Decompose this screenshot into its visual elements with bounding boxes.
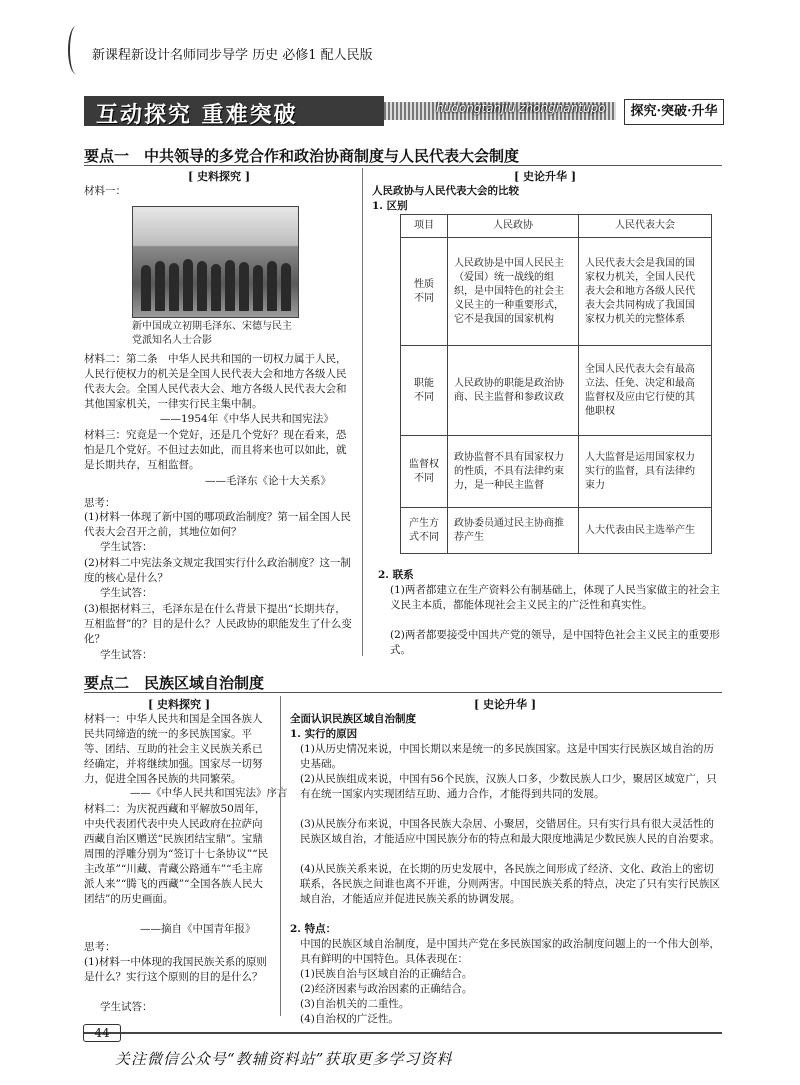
- table-cell: 监督权 不同: [401, 436, 448, 508]
- p1-a3[interactable]: 学生试答：: [100, 649, 153, 661]
- p1-link1: (1)两者都建立在生产资料公有制基础上，体现了人民当家做主的社会主义民主本质，都能体现社会主义民主的广泛性和真实性。: [390, 584, 720, 611]
- table-header-cell: 项目: [401, 215, 448, 238]
- table-cell: 人民政协是中国人民民主（爱国）统一战线的组织，是中国特色的社会主义民主的一种重要形式，它不是我国的国家机构: [448, 238, 579, 346]
- p2-f3: (3)自治机关的二重性。: [300, 998, 410, 1010]
- point1-right-label: [ 史论升华 ]: [513, 170, 577, 183]
- p1-diff: 1. 区别: [372, 200, 408, 212]
- table-cell: 人大代表由民主选举产生: [579, 508, 712, 554]
- point1-title: 要点一 中共领导的多党合作和政治协商制度与人民代表大会制度: [84, 147, 520, 165]
- p1-cmp-title: 人民政协与人民代表大会的比较: [372, 185, 519, 197]
- p1-link: 2. 联系: [378, 569, 414, 581]
- table-row: [401, 346, 712, 436]
- p2-source1: ——《中华人民共和国宪法》序言: [130, 787, 288, 799]
- column-divider-2: [280, 696, 281, 1016]
- p2-f0: 中国的民族区域自治制度，是中国共产党在多民族国家的政治制度问题上的一个伟大创举，具有鲜明的中国特色。具体表现在：: [300, 938, 720, 965]
- table-cell: 人大监督是运用国家权力实行的监督，具有法律约束力: [579, 436, 712, 508]
- table-cell: 人民政协的职能是政治协商、民主监督和参政议政: [448, 346, 579, 436]
- page-number: 44: [83, 1024, 121, 1042]
- table-cell: 政协委员通过民主协商推荐产生: [448, 508, 579, 554]
- p2-reason: 1. 实行的原因: [290, 728, 358, 740]
- table-cell: 政协监督不具有国家权力的性质，不具有法律约束力，是一种民主监督: [448, 436, 579, 508]
- table-cell: 产生方 式不同: [401, 508, 448, 554]
- p2-r3: (3)从民族分布来说，中国各民族大杂居、小聚居，交错居住。只有实行具有很大灵活性的民族区域自治，才能适应中国民族分布的特点和最大限度地满足少数民族人民的自治要求。: [300, 818, 720, 845]
- point2-right-label: [ 史论升华 ]: [473, 698, 537, 711]
- p1-q3: (3)根据材料三，毛泽东是在什么背景下提出“长期共存，互相监督”的？目的是什么？人民政协的职能发生了什么变化？: [84, 603, 352, 645]
- p1-q1: (1)材料一体现了新中国的哪项政治制度？第一届全国人民代表大会召开之前，其地位如何？: [84, 511, 351, 538]
- table-row: [401, 508, 712, 554]
- p2-f4: (4)自治权的广泛性。: [300, 1013, 399, 1025]
- p2-q1: (1)材料一中体现的我国民族关系的原则是什么？实行这个原则的目的是什么？: [84, 956, 267, 983]
- p1-material1: 材料一：: [84, 185, 126, 197]
- footer-notice: 关注微信公众号“教辅资料站”获取更多学习资料: [115, 1050, 453, 1068]
- p1-q2: (2)材料二中宪法条文规定我国实行什么政治制度？这一制度的核心是什么？: [84, 557, 351, 584]
- p2-material2: 材料二：为庆祝西藏和平解放50周年，中央代表团代表中央人民政府在拉萨向西藏自治区赠送“民族团结宝鼎”。宝鼎周围的浮雕分别为“签订十七条协议”“民主改革”“川藏、青藏公路通车”“毛主席派人来”“腾飞的西藏”“全国各族人民大团结”的历史画面。: [84, 803, 269, 905]
- banner-tagline: 探究·突破·升华: [624, 99, 724, 125]
- historical-photo: [132, 206, 299, 318]
- p2-a1[interactable]: 学生试答：: [100, 1001, 153, 1013]
- point2-rule: [84, 692, 722, 693]
- p2-f2: (2)经济因素与政治因素的正确结合。: [300, 983, 473, 995]
- table-header-row: [401, 215, 712, 238]
- point1-left-label: [ 史料探究 ]: [187, 170, 251, 183]
- p1-material3: 材料三：究竟是一个党好，还是几个党好？现在看来，恐怕是几个党好。不但过去如此，而且将来也可以如此，就是长期共存，互相监督。: [84, 429, 347, 471]
- header-curve: [68, 26, 84, 74]
- p2-r4: (4)从民族关系来说，在长期的历史发展中，各民族之间形成了经济、文化、政治上的密切联系，各民族之间谁也离不开谁，分则两害。中国民族关系的特点，决定了只有实行民族区域自治，才能适应并促进民族关系的协调发展。: [300, 863, 720, 905]
- table-header-cell: 人民政协: [448, 215, 579, 238]
- table-cell: 性质 不同: [401, 238, 448, 346]
- banner-pinyin: hudongtanjiu zhongnantupo: [436, 101, 606, 115]
- table-cell: 职能 不同: [401, 346, 448, 436]
- page-bottom-rule: [84, 1032, 722, 1034]
- comparison-table: [400, 214, 712, 554]
- point2-title: 要点二 民族区域自治制度: [84, 674, 265, 692]
- p2-r1: (1)从历史情况来说，中国长期以来是统一的多民族国家。这是中国实行民族区域自治的历史基础。: [300, 743, 714, 770]
- p1-material2: 材料二：第二条 中华人民共和国的一切权力属于人民，人民行使权力的机关是全国人民代表大会和地方各级人民代表大会。全国人民代表大会、地方各级人民代表大会和其他国家机关，一律实行民主集中制。: [84, 353, 347, 410]
- point1-rule: [84, 165, 722, 166]
- p2-feature: 2. 特点：: [290, 923, 337, 935]
- table-cell: 人民代表大会是我国的国家权力机关，全国人民代表大会和地方各级人民代表大会共同构成了我国国家权力机关的完整体系: [579, 238, 712, 346]
- point2-left-label: [ 史料探究 ]: [147, 698, 211, 711]
- section-banner: [84, 96, 722, 126]
- banner-title: 互动探究 重难突破: [96, 103, 298, 128]
- p2-f1: (1)民族自治与区域自治的正确结合。: [300, 968, 473, 980]
- p1-think: 思考：: [84, 497, 116, 509]
- p2-material1: 材料一：中华人民共和国是全国各族人民共同缔造的统一的多民族国家。平等、团结、互助的社会主义民族关系已经确定，并将继续加强。国家尽一切努力，促进全国各民族的共同繁荣。: [84, 713, 263, 785]
- p2-right-title: 全面认识民族区域自治制度: [290, 713, 416, 725]
- p2-source2: ——摘自《中国青年报》: [140, 923, 256, 935]
- p2-r2: (2)从民族组成来说，中国有56个民族，汉族人口多，少数民族人口少，聚居区域宽广，只有在统一国家内实现团结互助、通力合作，才能得到共同的发展。: [300, 773, 717, 800]
- running-header: 新课程新设计名师同步导学 历史 必修1 配人民版: [92, 48, 373, 63]
- table-row: [401, 436, 712, 508]
- table-cell: 全国人民代表大会有最高立法、任免、决定和最高监督权及应由它行使的其他职权: [579, 346, 712, 436]
- photo-caption: 新中国成立初期毛泽东、宋德与民主党派知名人士合影: [132, 321, 292, 346]
- p1-link2: (2)两者都要接受中国共产党的领导，是中国特色社会主义民主的重要形式。: [390, 629, 720, 656]
- p1-source2: ——1954年《中华人民共和国宪法》: [160, 413, 334, 425]
- table-header-cell: 人民代表大会: [579, 215, 712, 238]
- p1-a1[interactable]: 学生试答：: [100, 541, 153, 553]
- column-divider-1: [362, 168, 363, 656]
- p1-a2[interactable]: 学生试答：: [100, 587, 153, 599]
- p1-source3: ——毛泽东《论十大关系》: [205, 475, 331, 487]
- table-row: [401, 238, 712, 346]
- p2-think: 思考：: [84, 941, 116, 953]
